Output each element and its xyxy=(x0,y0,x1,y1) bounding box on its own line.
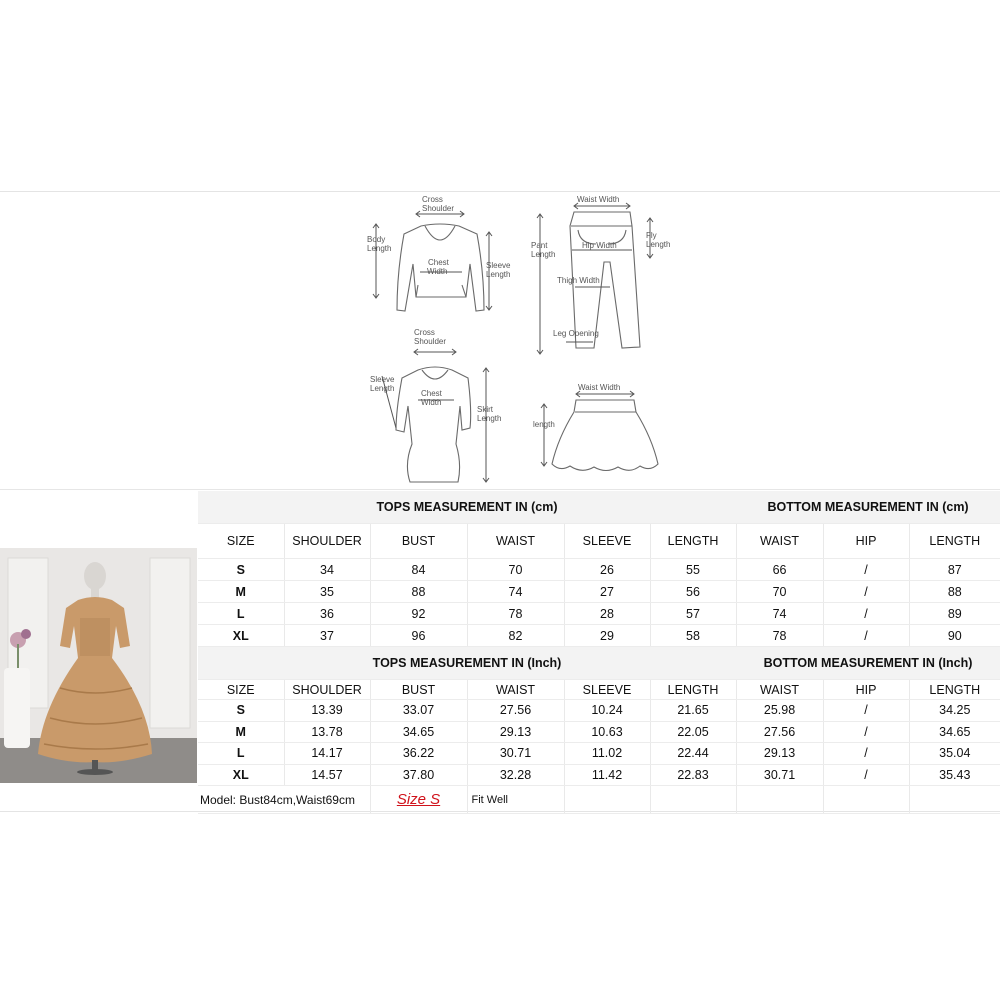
value-cell: 14.17 xyxy=(284,743,370,765)
dress-sleeve-length-label: Sleeve Length xyxy=(370,375,395,393)
inch-tops-title: TOPS MEASUREMENT IN (Inch) xyxy=(198,647,736,680)
dress-diagram xyxy=(370,328,501,482)
value-cell: 29.13 xyxy=(736,743,823,765)
model-measurements: Model: Bust84cm,Waist69cm xyxy=(198,786,370,814)
value-cell: 92 xyxy=(370,603,467,625)
column-header: HIP xyxy=(823,680,909,700)
column-header: LENGTH xyxy=(650,524,736,559)
value-cell: 21.65 xyxy=(650,700,736,722)
column-header: SLEEVE xyxy=(564,680,650,700)
value-cell: 82 xyxy=(467,625,564,647)
inch-header-row xyxy=(198,680,1000,700)
value-cell: 89 xyxy=(909,603,1000,625)
value-cell: 34.65 xyxy=(370,721,467,743)
top-chest-width-label: Chest Width xyxy=(427,258,449,276)
table-row xyxy=(198,625,1000,647)
value-cell: / xyxy=(823,559,909,581)
column-header: HIP xyxy=(823,524,909,559)
size-cell: XL xyxy=(198,625,284,647)
value-cell: 32.28 xyxy=(467,764,564,786)
value-cell: 78 xyxy=(736,625,823,647)
value-cell: 13.78 xyxy=(284,721,370,743)
value-cell: 70 xyxy=(736,581,823,603)
dress-cross-shoulder-label: Cross Shoulder xyxy=(414,328,447,346)
value-cell: 27 xyxy=(564,581,650,603)
column-header: BUST xyxy=(370,680,467,700)
value-cell: 87 xyxy=(909,559,1000,581)
value-cell: 10.63 xyxy=(564,721,650,743)
empty-cell xyxy=(736,786,823,814)
table-row xyxy=(198,743,1000,765)
value-cell: 26 xyxy=(564,559,650,581)
value-cell: 84 xyxy=(370,559,467,581)
value-cell: 35 xyxy=(284,581,370,603)
skirt-waist-width-label: Waist Width xyxy=(578,383,621,392)
column-header: SIZE xyxy=(198,524,284,559)
value-cell: 14.57 xyxy=(284,764,370,786)
garment-diagrams-svg xyxy=(0,192,1000,489)
top-body-length-label: Body Length xyxy=(367,235,392,253)
column-header: WAIST xyxy=(736,524,823,559)
value-cell: 34 xyxy=(284,559,370,581)
cm-tops-title: TOPS MEASUREMENT IN (cm) xyxy=(198,491,736,524)
pants-pant-length-label: Pant Length xyxy=(531,241,556,259)
column-header: WAIST xyxy=(736,680,823,700)
size-cell: M xyxy=(198,721,284,743)
value-cell: 37 xyxy=(284,625,370,647)
top-diagram xyxy=(367,195,513,311)
value-cell: 90 xyxy=(909,625,1000,647)
value-cell: 22.83 xyxy=(650,764,736,786)
value-cell: 11.02 xyxy=(564,743,650,765)
pants-fly-length-label: Fly Length xyxy=(646,231,671,249)
top-sleeve-length-label: Sleeve Length xyxy=(486,261,511,279)
column-header: SHOULDER xyxy=(284,680,370,700)
cm-header-row xyxy=(198,524,1000,559)
value-cell: 34.65 xyxy=(909,721,1000,743)
empty-cell xyxy=(909,786,1000,814)
column-header: WAIST xyxy=(467,680,564,700)
pants-diagram xyxy=(531,195,670,354)
value-cell: 22.05 xyxy=(650,721,736,743)
skirt-diagram xyxy=(533,383,658,471)
column-header: LENGTH xyxy=(650,680,736,700)
size-cell: L xyxy=(198,743,284,765)
value-cell: / xyxy=(823,743,909,765)
column-header: WAIST xyxy=(467,524,564,559)
top-cross-shoulder-label: Cross Shoulder xyxy=(422,195,455,213)
value-cell: 27.56 xyxy=(736,721,823,743)
table-row xyxy=(198,603,1000,625)
value-cell: 36.22 xyxy=(370,743,467,765)
value-cell: / xyxy=(823,721,909,743)
measurement-diagrams xyxy=(0,192,1000,490)
empty-cell xyxy=(823,786,909,814)
size-table xyxy=(198,491,1000,814)
column-header: SIZE xyxy=(198,680,284,700)
column-header: LENGTH xyxy=(909,680,1000,700)
size-cell: XL xyxy=(198,764,284,786)
size-cell: S xyxy=(198,700,284,722)
table-row xyxy=(198,764,1000,786)
cm-title-row xyxy=(198,491,1000,524)
dress-skirt-length-label: Skirt Length xyxy=(477,405,502,423)
pants-hip-width-label: Hip Width xyxy=(582,241,617,250)
cm-bottom-title: BOTTOM MEASUREMENT IN (cm) xyxy=(736,491,1000,524)
empty-cell xyxy=(564,786,650,814)
value-cell: 30.71 xyxy=(736,764,823,786)
value-cell: 96 xyxy=(370,625,467,647)
size-cell: S xyxy=(198,559,284,581)
value-cell: 74 xyxy=(467,581,564,603)
inch-title-row xyxy=(198,647,1000,680)
value-cell: 29.13 xyxy=(467,721,564,743)
dress-chest-width-label: Chest Width xyxy=(421,389,442,407)
column-header: LENGTH xyxy=(909,524,1000,559)
value-cell: 66 xyxy=(736,559,823,581)
value-cell: / xyxy=(823,625,909,647)
inch-bottom-title: BOTTOM MEASUREMENT IN (Inch) xyxy=(736,647,1000,680)
column-header: BUST xyxy=(370,524,467,559)
value-cell: 30.71 xyxy=(467,743,564,765)
value-cell: 10.24 xyxy=(564,700,650,722)
value-cell: 34.25 xyxy=(909,700,1000,722)
value-cell: / xyxy=(823,581,909,603)
dress-on-mannequin-photo-icon xyxy=(0,548,197,783)
fit-note: Fit Well xyxy=(467,786,564,814)
value-cell: 56 xyxy=(650,581,736,603)
value-cell: 88 xyxy=(909,581,1000,603)
value-cell: 70 xyxy=(467,559,564,581)
value-cell: 29 xyxy=(564,625,650,647)
column-header: SLEEVE xyxy=(564,524,650,559)
table-row xyxy=(198,700,1000,722)
value-cell: 36 xyxy=(284,603,370,625)
empty-cell xyxy=(650,786,736,814)
value-cell: / xyxy=(823,764,909,786)
value-cell: 27.56 xyxy=(467,700,564,722)
column-header: SHOULDER xyxy=(284,524,370,559)
value-cell: 35.43 xyxy=(909,764,1000,786)
value-cell: 74 xyxy=(736,603,823,625)
table-row xyxy=(198,721,1000,743)
value-cell: 25.98 xyxy=(736,700,823,722)
value-cell: 58 xyxy=(650,625,736,647)
pants-leg-opening-label: Leg Opening xyxy=(553,329,599,338)
size-chart-sheet xyxy=(0,191,1000,812)
value-cell: 37.80 xyxy=(370,764,467,786)
value-cell: 57 xyxy=(650,603,736,625)
model-size: Size S xyxy=(370,786,467,814)
value-cell: 88 xyxy=(370,581,467,603)
value-cell: 55 xyxy=(650,559,736,581)
table-row xyxy=(198,581,1000,603)
product-photo xyxy=(0,548,197,783)
size-cell: M xyxy=(198,581,284,603)
pants-waist-width-label: Waist Width xyxy=(577,195,620,204)
value-cell: 35.04 xyxy=(909,743,1000,765)
size-cell: L xyxy=(198,603,284,625)
model-info-row xyxy=(198,786,1000,814)
pants-thigh-width-label: Thigh Width xyxy=(557,276,600,285)
skirt-length-label: length xyxy=(533,420,555,429)
value-cell: / xyxy=(823,700,909,722)
value-cell: 78 xyxy=(467,603,564,625)
value-cell: / xyxy=(823,603,909,625)
value-cell: 28 xyxy=(564,603,650,625)
table-row xyxy=(198,559,1000,581)
value-cell: 33.07 xyxy=(370,700,467,722)
value-cell: 13.39 xyxy=(284,700,370,722)
value-cell: 22.44 xyxy=(650,743,736,765)
value-cell: 11.42 xyxy=(564,764,650,786)
